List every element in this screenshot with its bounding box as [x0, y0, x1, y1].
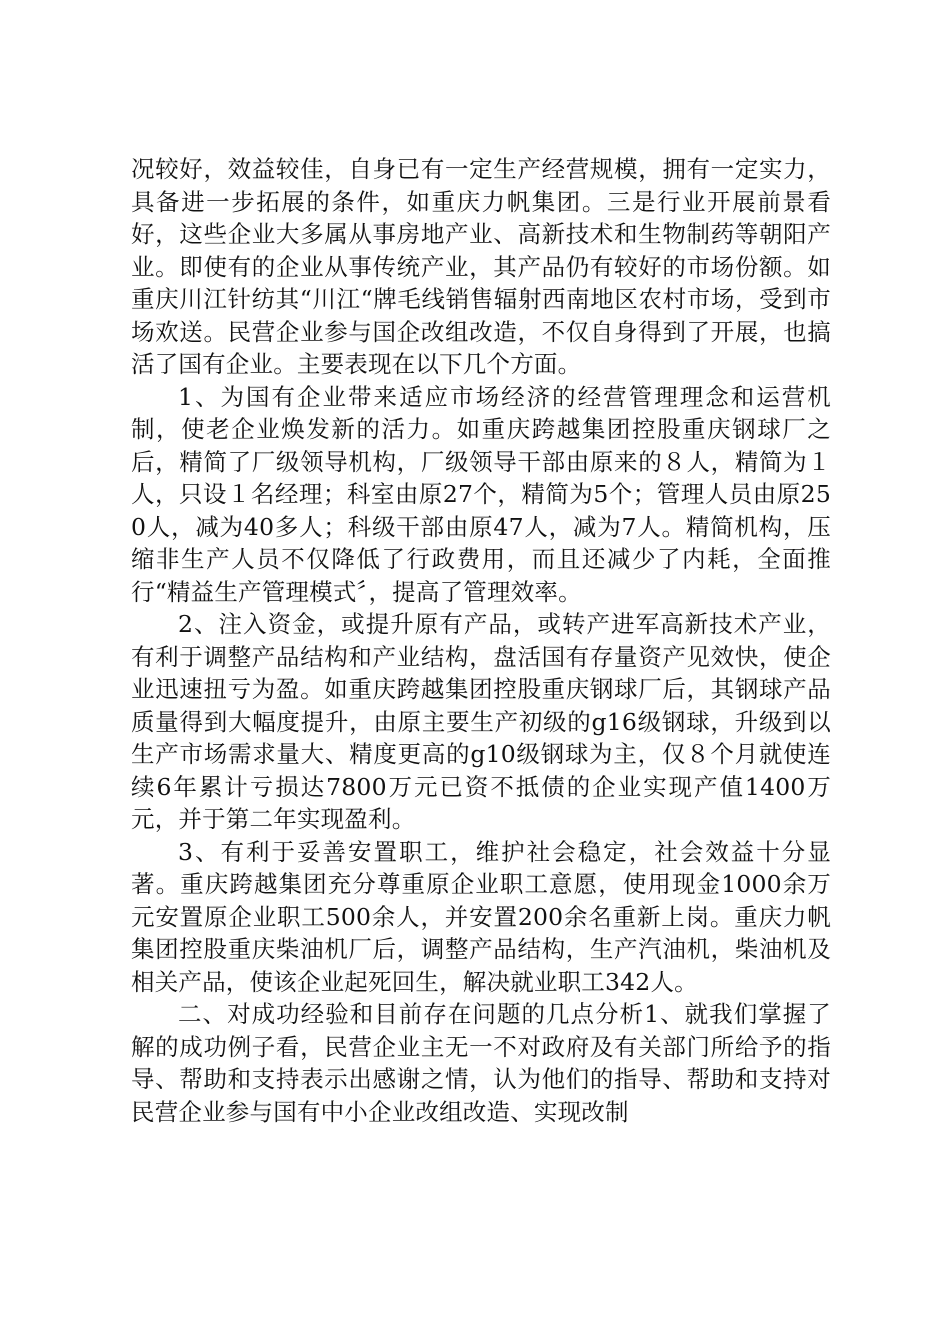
paragraph-point-1: 1、为国有企业带来适应市场经济的经营管理理念和运营机制，使老企业焕发新的活力。如重庆跨越集团控股重庆钢球厂之后，精简了厂级领导机构，厂级领导干部由原来的８人，精简为１人，只设１名经理；科室由原27个，精简为5个；管理人员由原250人，减为40多人；科级干部由原47人，减为7人。精简机构，压缩非生产人员不仅降低了行政费用，而且还减少了内耗，全面推行“精益生产管理模式〞，提高了管理效率。 [131, 382, 831, 606]
paragraph-continuation: 况较好，效益较佳，自身已有一定生产经营规模，拥有一定实力，具备进一步拓展的条件，如重庆力帆集团。三是行业开展前景看好，这些企业大多属从事房地产业、高新技术和生物制药等朝阳产业。即使有的企业从事传统产业，其产品仍有较好的市场份额。如重庆川江针纺其“川江“牌毛线销售辐射西南地区农村市场，受到市场欢送。民营企业参与国企改组改造，不仅自身得到了开展，也搞活了国有企业。主要表现在以下几个方面。 [131, 155, 831, 378]
paragraph-point-2: 2、注入资金，或提升原有产品，或转产进军高新技术产业，有利于调整产品结构和产业结构，盘活国有存量资产见效快，使企业迅速扭亏为盈。如重庆跨越集团控股重庆钢球厂后，其钢球产品质量得到大幅度提升，由原主要生产初级的g16级钢球，升级到以生产市场需求量大、精度更高的g10级钢球为主，仅８个月就使连续6年累计亏损达7800万元已资不抵债的企业实现产值1400万元，并于第二年实现盈利。 [131, 610, 831, 833]
paragraph-section-2: 二、对成功经验和目前存在问题的几点分析1、就我们掌握了解的成功例子看，民营企业主无一不对政府及有关部门所给予的指导、帮助和支持表示出感谢之情，认为他们的指导、帮助和支持对民营企业参与国有中小企业改组改造、实现改制 [131, 1000, 831, 1126]
document-body [131, 153, 831, 1128]
paragraph-point-3: 3、有利于妥善安置职工，维护社会稳定，社会效益十分显著。重庆跨越集团充分尊重原企业职工意愿，使用现金1000余万元安置原企业职工500余人，并安置200余名重新上岗。重庆力帆集团控股重庆柴油机厂后，调整产品结构，生产汽油机，柴油机及相关产品，使该企业起死回生，解决就业职工342人。 [131, 837, 831, 996]
